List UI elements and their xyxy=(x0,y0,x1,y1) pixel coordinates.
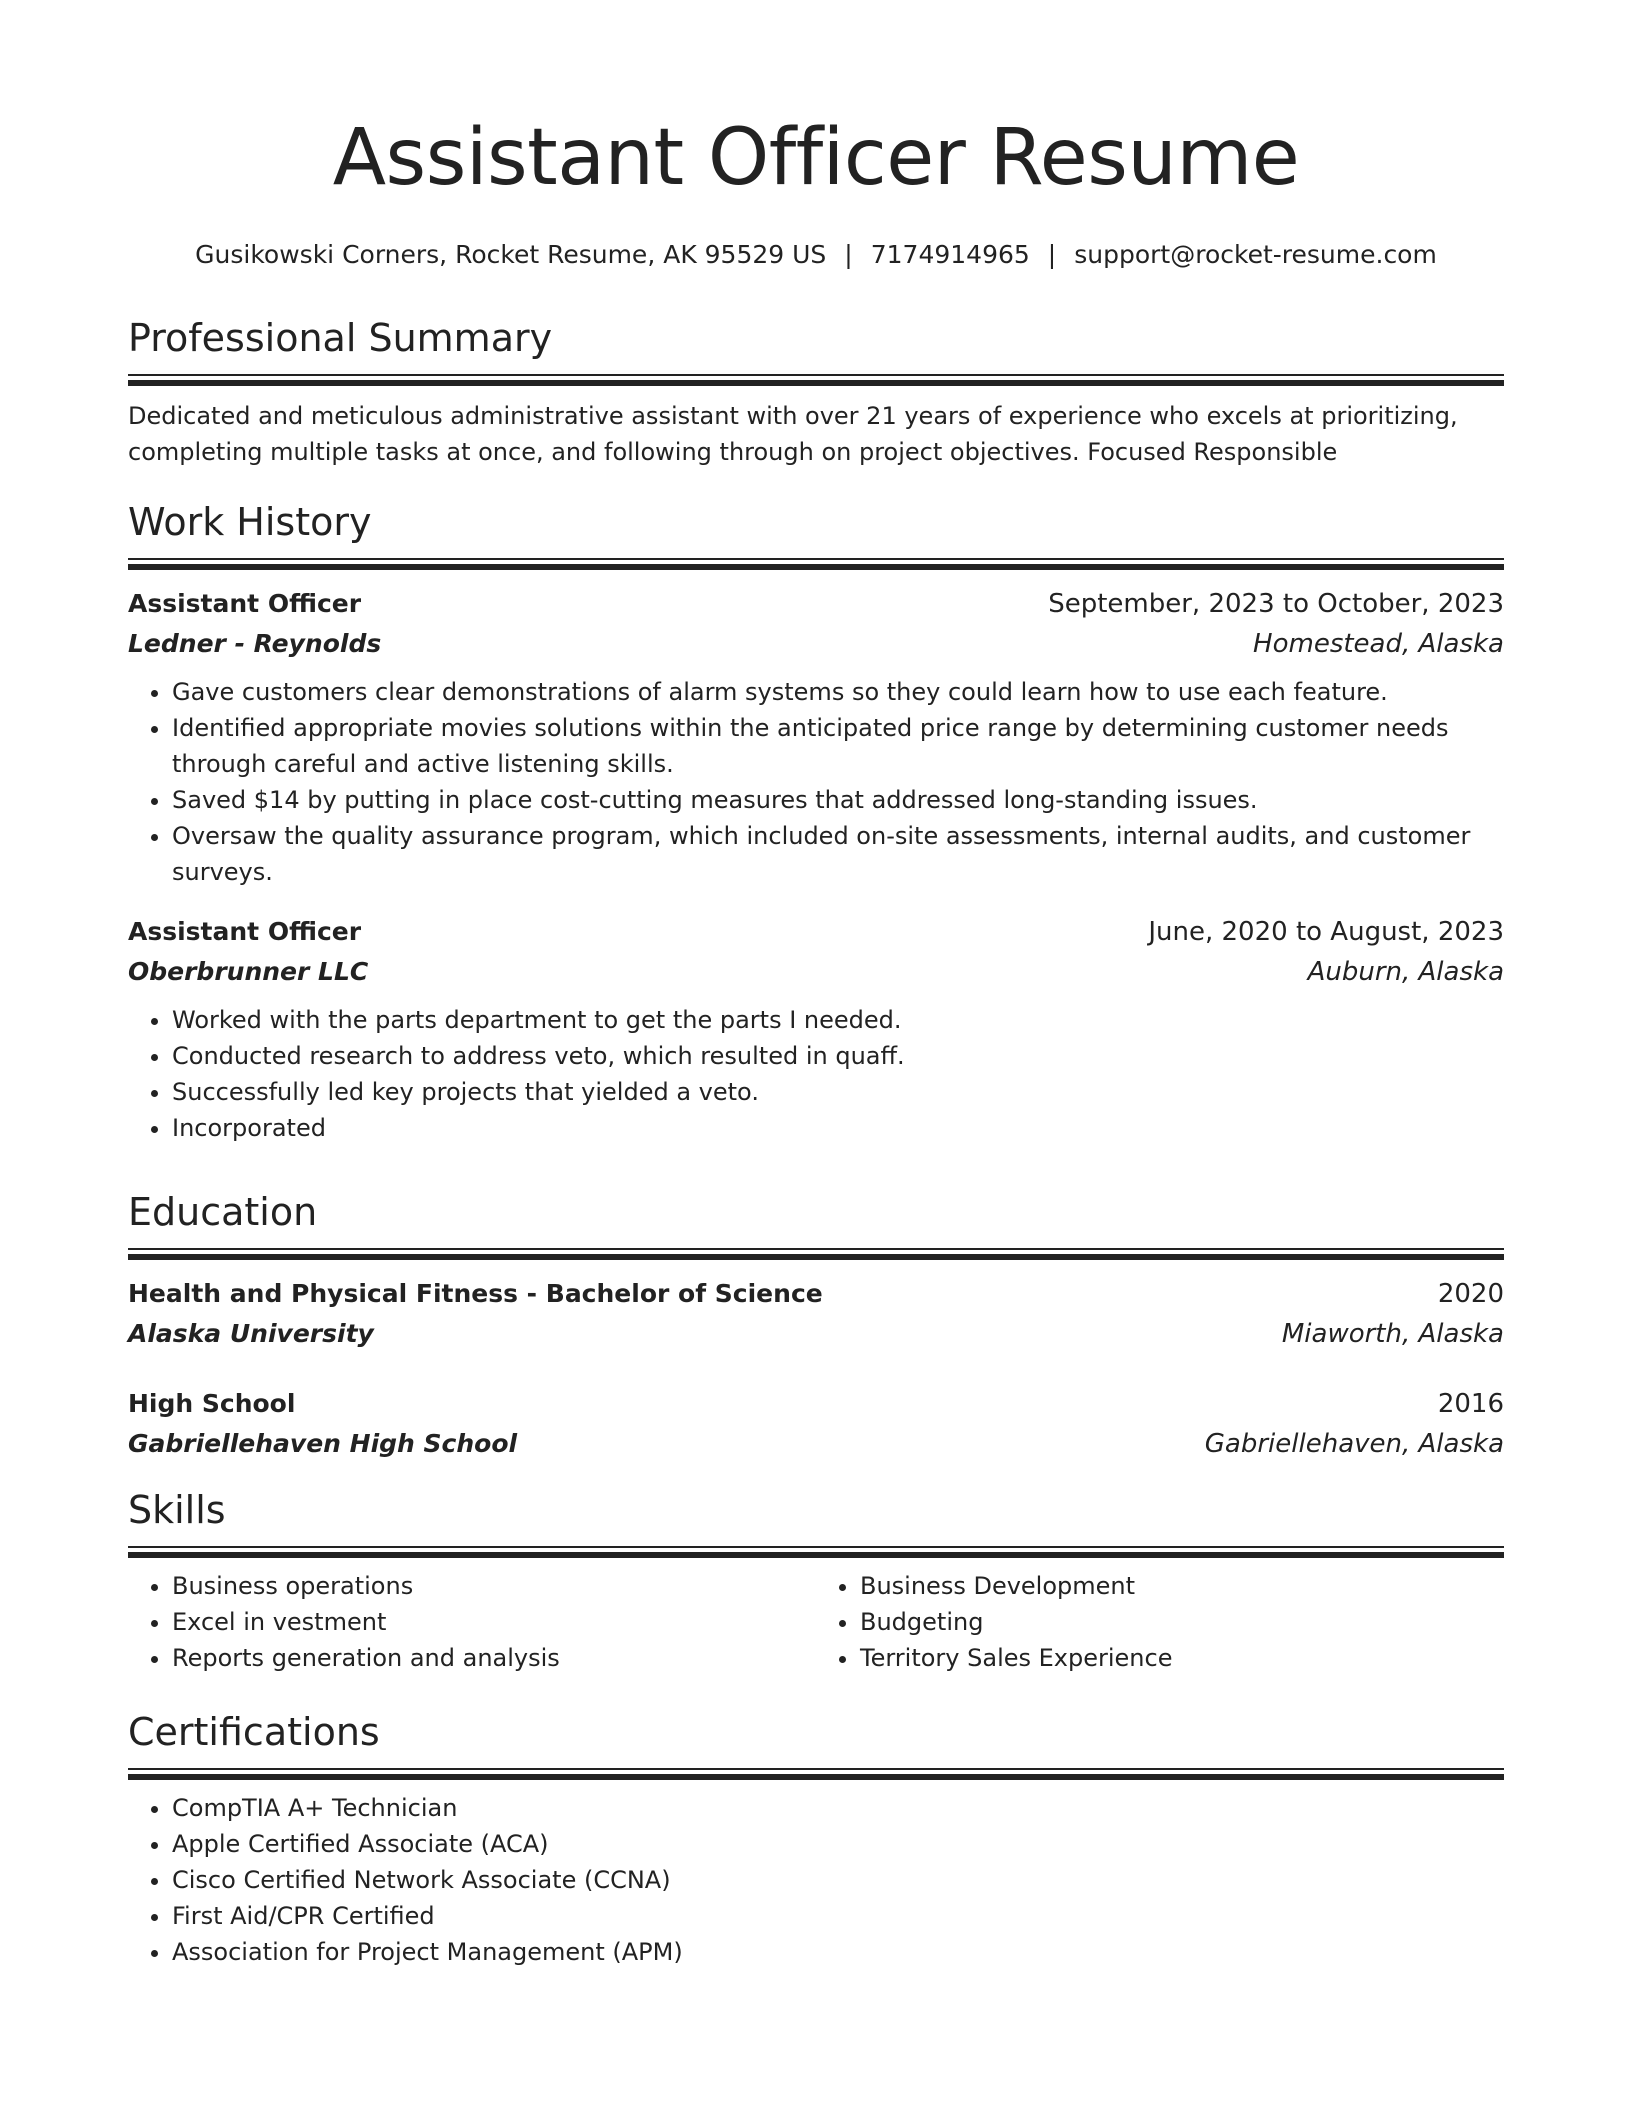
job-location: Auburn, Alaska xyxy=(1307,956,1504,987)
summary-section xyxy=(128,316,1504,470)
list-item: • Oversaw the quality assurance program, which included on-site assessments, internal audits, and customer surveys. xyxy=(172,818,1504,890)
education-section xyxy=(128,1190,1504,1464)
job-header-row xyxy=(128,912,1504,952)
list-item: • Business operations xyxy=(172,1568,816,1604)
education-location: Miaworth, Alaska xyxy=(1281,1318,1504,1349)
education-school-row xyxy=(128,1314,1504,1354)
education-entry xyxy=(128,1384,1504,1464)
job-company: Ledner - Reynolds xyxy=(128,628,382,658)
contact-separator: | xyxy=(1047,240,1057,269)
list-item: • Reports generation and analysis xyxy=(172,1640,816,1676)
contact-address: Gusikowski Corners, Rocket Resume, AK 95529 US xyxy=(195,240,827,269)
education-school-row xyxy=(128,1424,1504,1464)
education-header-row xyxy=(128,1274,1504,1314)
skills-list-right xyxy=(816,1568,1504,1676)
education-location: Gabriellehaven, Alaska xyxy=(1204,1428,1504,1459)
list-item: • Worked with the parts department to get the parts I needed. xyxy=(172,1002,1504,1038)
certifications-section xyxy=(128,1710,1504,1970)
list-item: • Budgeting xyxy=(860,1604,1504,1640)
list-item: • Successfully led key projects that yielded a veto. xyxy=(172,1074,1504,1110)
skills-list-left xyxy=(128,1568,816,1676)
list-item: • Business Development xyxy=(860,1568,1504,1604)
list-item: • Association for Project Management (APM) xyxy=(172,1934,1504,1970)
page-title: Assistant Officer Resume xyxy=(332,113,1300,203)
list-item: • Saved $14 by putting in place cost-cutting measures that addressed long-standing issues. xyxy=(172,782,1504,818)
summary-text: Dedicated and meticulous administrative assistant with over 21 years of experience who excels at prioritizing, completing multiple tasks at once, and following through on project objectives. Focused Responsible xyxy=(128,401,1458,466)
list-item: • Gave customers clear demonstrations of alarm systems so they could learn how to use each feature. xyxy=(172,674,1504,710)
list-item: • Excel in vestment xyxy=(172,1604,816,1640)
job-title: Assistant Officer xyxy=(128,916,362,946)
list-item: • CompTIA A+ Technician xyxy=(172,1790,1504,1826)
education-entry xyxy=(128,1274,1504,1354)
job-company: Oberbrunner LLC xyxy=(128,956,369,986)
list-item: • Identified appropriate movies solutions within the anticipated price range by determining customer needs through careful and active listening skills. xyxy=(172,710,1504,782)
contact-separator: | xyxy=(844,240,853,269)
list-item: • Incorporated xyxy=(172,1110,1504,1146)
job-bullets xyxy=(128,1002,1504,1146)
section-heading-summary: Professional Summary xyxy=(128,316,553,360)
education-degree: Health and Physical Fitness - Bachelor of Science xyxy=(128,1278,823,1308)
section-divider xyxy=(128,1546,1504,1558)
education-header-row xyxy=(128,1384,1504,1424)
skills-grid xyxy=(128,1558,1504,1676)
job-dates: September, 2023 to October, 2023 xyxy=(1048,588,1504,619)
work-history-section xyxy=(128,500,1504,1146)
education-year: 2016 xyxy=(1437,1388,1504,1419)
section-divider xyxy=(128,558,1504,570)
list-item: • Cisco Certified Network Associate (CCNA) xyxy=(172,1862,1504,1898)
education-degree: High School xyxy=(128,1388,296,1418)
job-title: Assistant Officer xyxy=(128,588,362,618)
job-bullets xyxy=(128,674,1504,890)
contact-line xyxy=(128,240,1504,269)
skills-section xyxy=(128,1488,1504,1676)
section-divider xyxy=(128,374,1504,386)
job-dates: June, 2020 to August, 2023 xyxy=(1148,916,1504,947)
contact-email: support@rocket-resume.com xyxy=(1074,240,1437,269)
list-item: • Apple Certified Associate (ACA) xyxy=(172,1826,1504,1862)
job-company-row xyxy=(128,624,1504,664)
education-school: Gabriellehaven High School xyxy=(128,1428,518,1458)
section-divider xyxy=(128,1248,1504,1260)
section-heading-skills: Skills xyxy=(128,1488,226,1532)
section-heading-education: Education xyxy=(128,1190,318,1234)
section-heading-certifications: Certifications xyxy=(128,1710,380,1754)
job-entry xyxy=(128,912,1504,1146)
job-company-row xyxy=(128,952,1504,992)
education-school: Alaska University xyxy=(128,1318,374,1348)
list-item: • Conducted research to address veto, which resulted in quaff. xyxy=(172,1038,1504,1074)
job-header-row xyxy=(128,584,1504,624)
education-year: 2020 xyxy=(1437,1278,1504,1309)
list-item: • Territory Sales Experience xyxy=(860,1640,1504,1676)
section-heading-work: Work History xyxy=(128,500,372,544)
job-entry xyxy=(128,584,1504,890)
list-item: • First Aid/CPR Certified xyxy=(172,1898,1504,1934)
contact-phone: 7174914965 xyxy=(870,240,1030,269)
certifications-list xyxy=(128,1790,1504,1970)
section-divider xyxy=(128,1768,1504,1780)
job-location: Homestead, Alaska xyxy=(1253,628,1504,659)
